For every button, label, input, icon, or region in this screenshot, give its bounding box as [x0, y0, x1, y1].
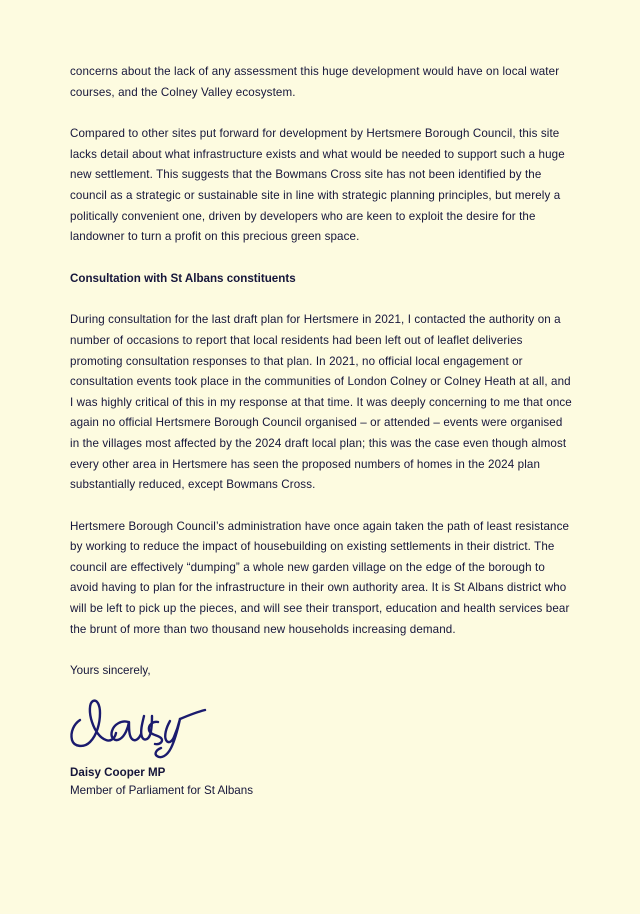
paragraph-site-comparison: Compared to other sites put forward for development by Hertsmere Borough Council, this site lacks detail about what infrastructure exists and what would be needed to support such a huge new settlement. This suggests that the Bowmans Cross site has not been identified by the council as a strategic or sustainable site in line with strategic planning principles, but merely a politically convenient one, driven by developers who are keen to exploit the desire for the landowner to turn a profit on this precious green space.: [70, 127, 565, 244]
section-heading-consultation: Consultation with St Albans constituents: [70, 271, 296, 285]
handwritten-signature-icon: [66, 690, 246, 762]
letter-body: [70, 62, 573, 800]
paragraph-consultation-history: During consultation for the last draft plan for Hertsmere in 2021, I contacted the authority on a number of occasions to report that local residents had been left out of leaflet deliveries promoting consultation responses to that plan. In 2021, no official local engagement or consultation events took place in the communities of London Colney or Colney Heath at all, and I was highly critical of this in my response at that time. It was deeply concerning to me that once again no official Hertsmere Borough Council organised – or attended – events were organised in the villages most affected by the 2024 draft local plan; this was the case even though almost every other area in Hertsmere has seen the proposed numbers of homes in the 2024 plan substantially reduced, except Bowmans Cross.: [70, 313, 572, 492]
signature-image: [70, 690, 573, 762]
paragraph-council-administration: Hertsmere Borough Council’s administration have once again taken the path of least resistance by working to reduce the impact of housebuilding on existing settlements in their district. The council are effectively “dumping” a whole new garden village on the edge of the borough to avoid having to plan for the infrastructure in their own authority area. It is St Albans district who will be left to pick up the pieces, and will see their transport, education and health services bear the brunt of more than two thousand new households increasing demand.: [70, 519, 570, 636]
paragraph-continuation: concerns about the lack of any assessment this huge development would have on local water courses, and the Colney Valley ecosystem.: [70, 65, 560, 99]
signer-title: Member of Parliament for St Albans: [70, 783, 254, 797]
signoff-text: Yours sincerely,: [70, 664, 151, 678]
signer-name: Daisy Cooper MP: [70, 765, 166, 779]
